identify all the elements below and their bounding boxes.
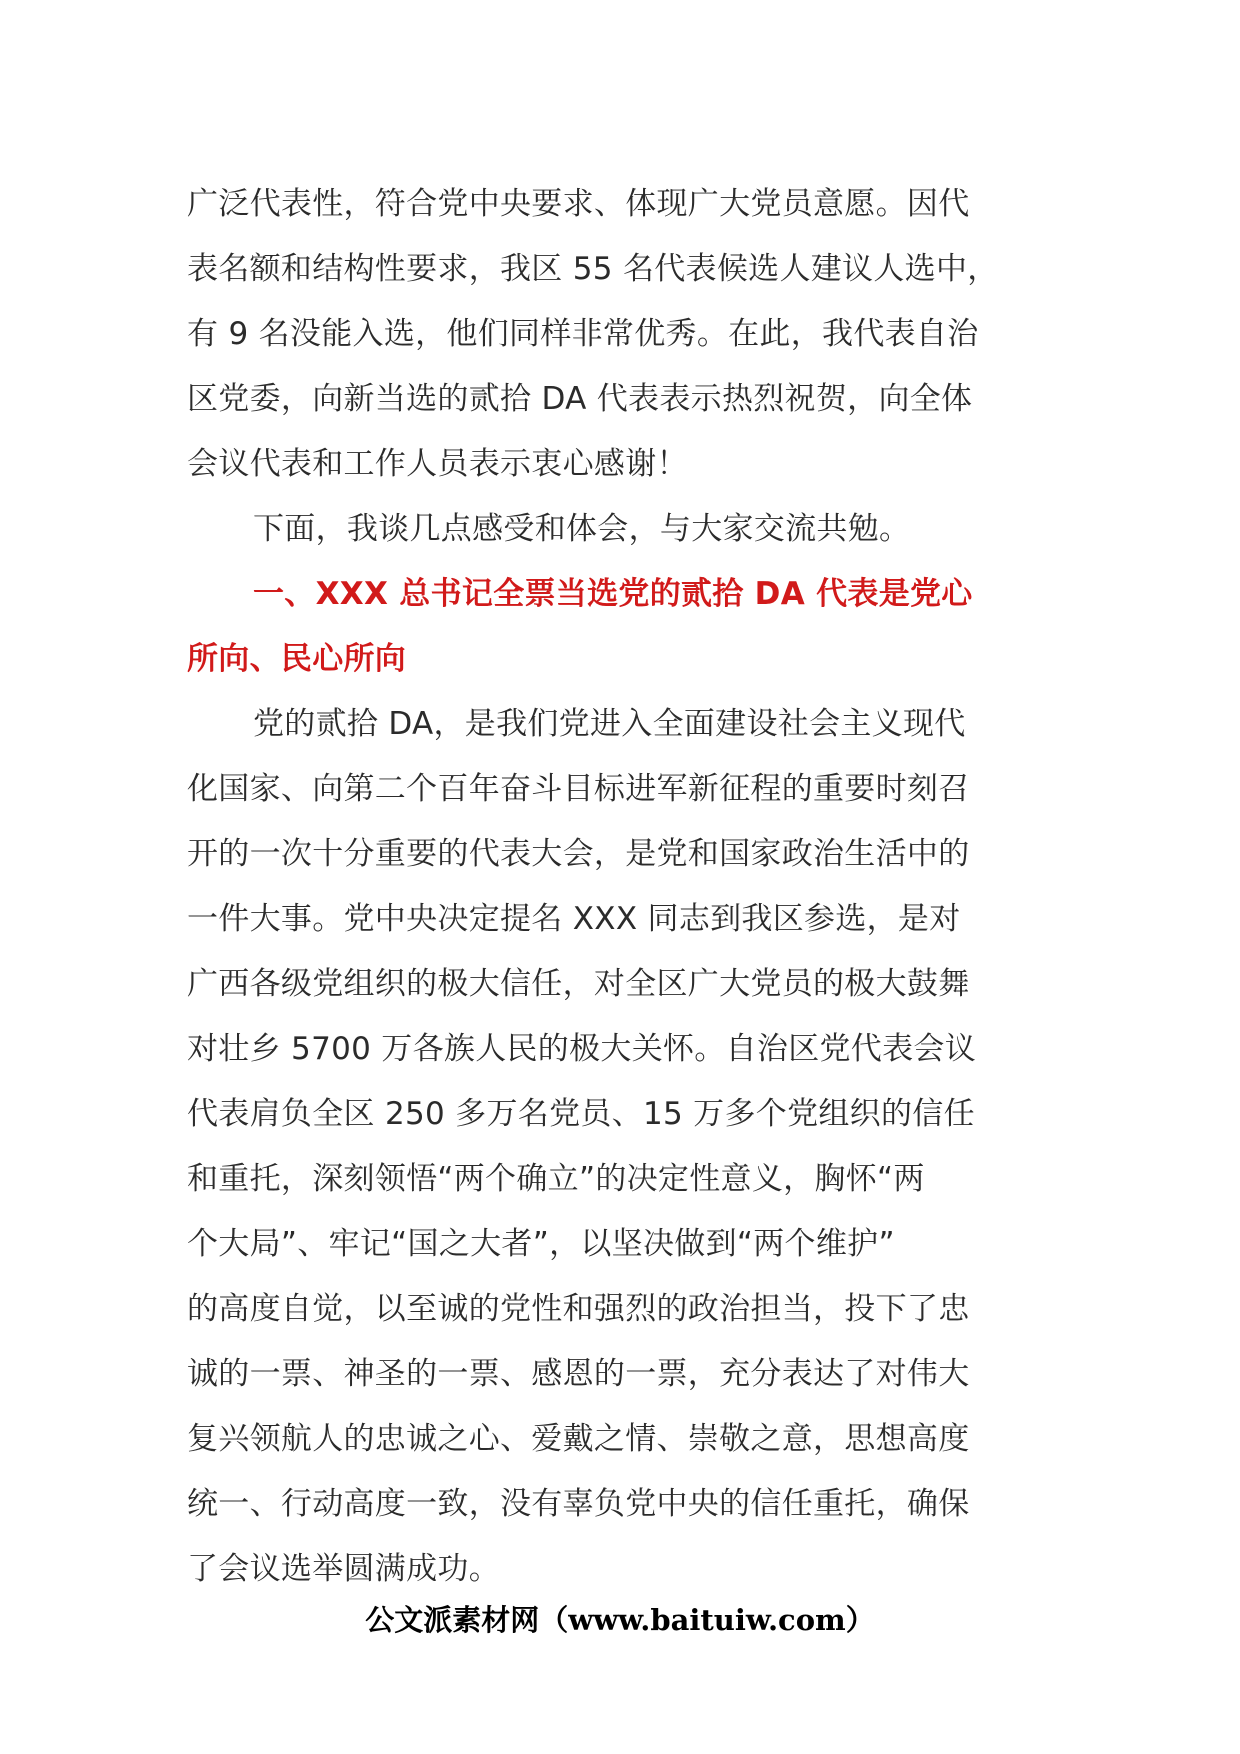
text-line: 一件大事。党中央决定提名 XXX 同志到我区参选，是对 (187, 901, 961, 937)
text-line: 广泛代表性，符合党中央要求、体现广大党员意愿。因代 (187, 186, 970, 222)
text-line: 统一、行动高度一致，没有辜负党中央的信任重托，确保 (187, 1486, 970, 1522)
text-line: 会议代表和工作人员表示衷心感谢！ (187, 446, 688, 482)
text-line: 广西各级党组织的极大信任，对全区广大党员的极大鼓舞 (187, 966, 970, 1002)
text-line: 表名额和结构性要求，我区 55 名代表候选人建议人选中， (187, 251, 999, 287)
heading-line: 所向、民心所向 (187, 641, 407, 677)
text-line: 的高度自觉，以至诚的党性和强烈的政治担当，投下了忠 (187, 1291, 970, 1327)
text-line: 下面，我谈几点感受和体会，与大家交流共勉。 (253, 511, 911, 547)
document-body (187, 172, 1067, 1602)
text-line: 开的一次十分重要的代表大会，是党和国家政治生活中的 (187, 836, 970, 872)
text-line: 了会议选举圆满成功。 (187, 1551, 500, 1587)
heading-line: 一、XXX 总书记全票当选党的贰拾 DA 代表是党心 (253, 576, 973, 612)
text-line: 个大局”、牢记“国之大者”，以坚决做到“两个维护” (187, 1226, 895, 1262)
text-line: 有 9 名没能入选，他们同样非常优秀。在此，我代表自治 (187, 316, 979, 352)
page-footer: 公文派素材网（www.baituiw.com） (365, 1603, 875, 1637)
text-line: 对壮乡 5700 万各族人民的极大关怀。自治区党代表会议 (187, 1031, 976, 1067)
text-line: 复兴领航人的忠诚之心、爱戴之情、崇敬之意，思想高度 (187, 1421, 970, 1457)
text-line: 区党委，向新当选的贰拾 DA 代表表示热烈祝贺，向全体 (187, 381, 973, 417)
text-line: 化国家、向第二个百年奋斗目标进军新征程的重要时刻召 (187, 771, 970, 807)
section-heading (187, 562, 1067, 692)
paragraph-1 (187, 172, 1067, 497)
paragraph-2 (187, 497, 1067, 562)
text-line: 代表肩负全区 250 多万名党员、15 万多个党组织的信任 (187, 1096, 975, 1132)
text-line: 党的贰拾 DA，是我们党进入全面建设社会主义现代 (253, 706, 966, 742)
paragraph-3 (187, 692, 1067, 1602)
text-line: 和重托，深刻领悟“两个确立”的决定性意义，胸怀“两 (187, 1161, 925, 1197)
text-line: 诚的一票、神圣的一票、感恩的一票，充分表达了对伟大 (187, 1356, 970, 1392)
